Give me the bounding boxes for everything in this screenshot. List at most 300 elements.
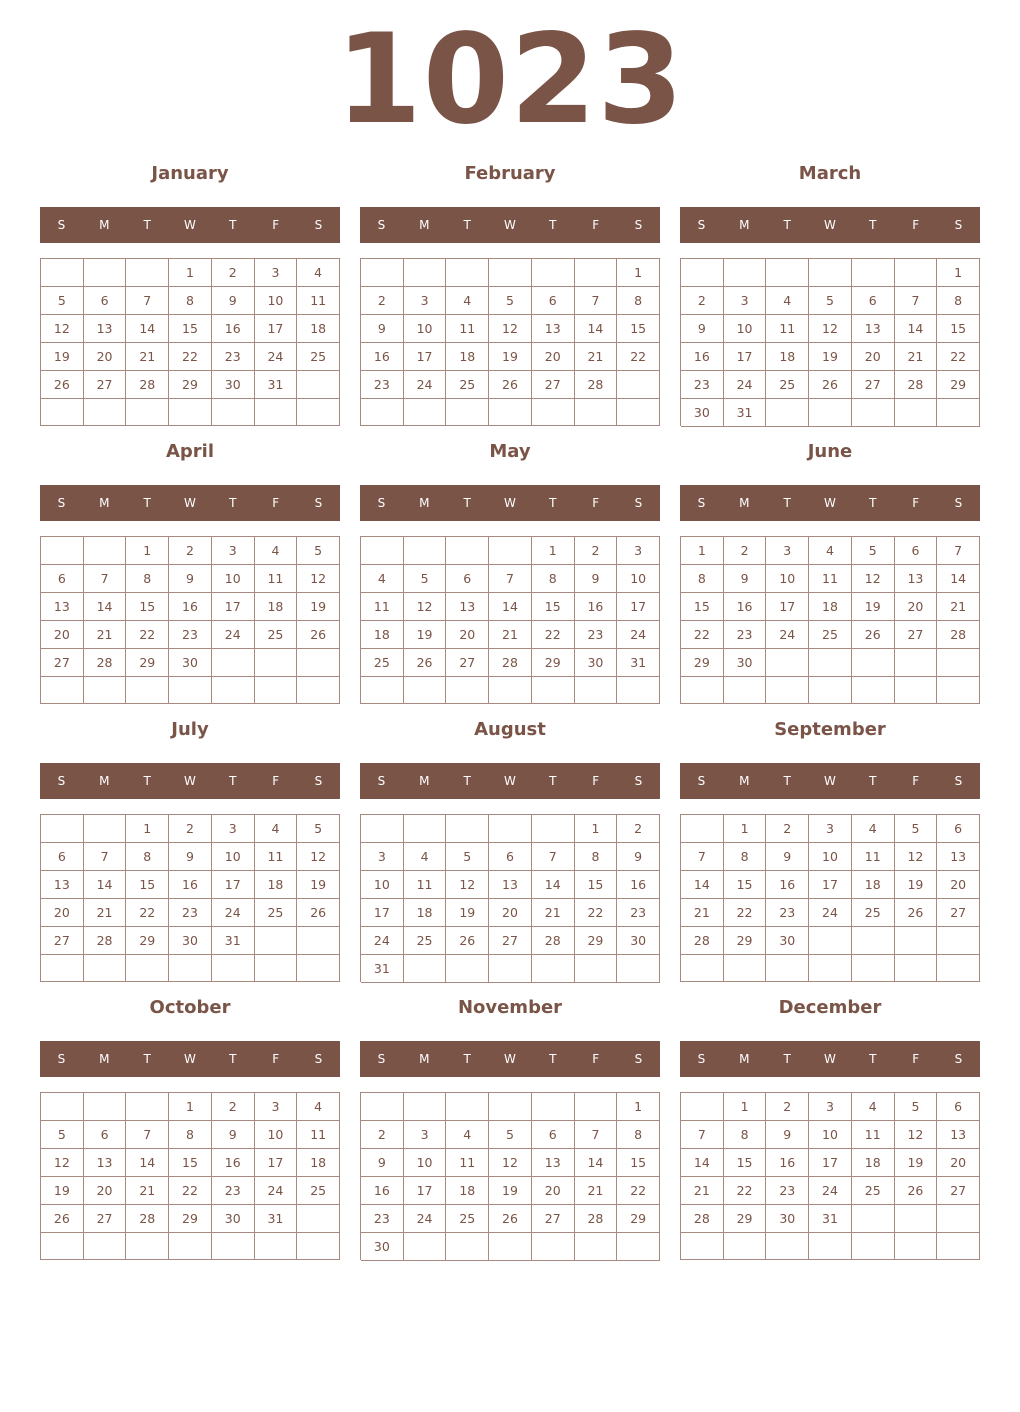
day-cell (852, 677, 895, 704)
day-cell: 8 (681, 565, 724, 593)
weekday-label: F (592, 1052, 600, 1066)
weekday-label: T (229, 1052, 237, 1066)
day-cell (724, 677, 767, 704)
day-cell: 14 (532, 871, 575, 899)
day-cell: 19 (297, 871, 340, 899)
weekday-label: F (592, 218, 600, 232)
day-cell: 24 (361, 927, 404, 955)
day-cell: 17 (212, 871, 255, 899)
day-cell: 15 (617, 1149, 660, 1177)
day-cell: 9 (617, 843, 660, 871)
day-cell: 8 (169, 1121, 212, 1149)
day-grid (40, 1092, 340, 1260)
day-cell: 19 (895, 871, 938, 899)
day-cell (532, 259, 575, 287)
day-cell (212, 649, 255, 677)
weekday-label: T (869, 496, 877, 510)
day-cell (532, 1233, 575, 1261)
day-cell: 13 (446, 593, 489, 621)
day-cell: 3 (212, 815, 255, 843)
day-cell (617, 677, 660, 704)
day-cell: 11 (852, 843, 895, 871)
day-cell: 21 (126, 343, 169, 371)
weekday-label: S (57, 774, 66, 788)
day-cell (724, 259, 767, 287)
day-cell (297, 371, 340, 399)
day-cell (575, 677, 618, 704)
day-cell (852, 955, 895, 982)
day-cell (446, 815, 489, 843)
day-cell: 24 (255, 1177, 298, 1205)
day-cell: 8 (575, 843, 618, 871)
day-cell: 22 (169, 1177, 212, 1205)
day-cell: 15 (575, 871, 618, 899)
day-cell: 28 (532, 927, 575, 955)
day-cell (126, 399, 169, 426)
day-cell: 25 (809, 621, 852, 649)
day-cell (852, 1205, 895, 1233)
day-cell: 16 (617, 871, 660, 899)
day-cell: 22 (617, 1177, 660, 1205)
day-cell: 22 (724, 1177, 767, 1205)
day-cell: 2 (361, 1121, 404, 1149)
day-cell: 25 (446, 1205, 489, 1233)
day-cell: 13 (41, 871, 84, 899)
day-cell: 22 (169, 343, 212, 371)
day-cell (937, 1233, 980, 1260)
day-grid (360, 814, 660, 982)
weekday-header (360, 763, 660, 799)
day-cell (532, 1093, 575, 1121)
day-cell: 3 (255, 259, 298, 287)
day-cell (937, 1205, 980, 1233)
weekday-label: F (912, 774, 920, 788)
day-cell (895, 677, 938, 704)
day-cell: 28 (126, 371, 169, 399)
day-cell: 5 (852, 537, 895, 565)
day-cell: 6 (895, 537, 938, 565)
day-cell: 17 (404, 343, 447, 371)
weekday-label: S (314, 218, 323, 232)
day-cell (404, 955, 447, 983)
day-cell: 1 (724, 1093, 767, 1121)
day-cell: 24 (809, 899, 852, 927)
month-name: October (149, 997, 231, 1018)
day-cell (852, 649, 895, 677)
day-cell: 19 (489, 343, 532, 371)
day-cell (895, 1205, 938, 1233)
day-cell: 4 (852, 1093, 895, 1121)
day-cell (446, 399, 489, 426)
day-cell: 27 (489, 927, 532, 955)
day-cell: 5 (41, 1121, 84, 1149)
day-cell: 4 (361, 565, 404, 593)
day-cell: 16 (361, 1177, 404, 1205)
day-cell: 16 (766, 871, 809, 899)
day-cell: 28 (681, 1205, 724, 1233)
day-cell (84, 815, 127, 843)
day-cell: 29 (724, 1205, 767, 1233)
weekday-header (680, 763, 980, 799)
day-cell (895, 1233, 938, 1260)
weekday-header (680, 207, 980, 243)
day-cell: 26 (41, 371, 84, 399)
day-cell: 15 (169, 315, 212, 343)
day-cell: 1 (617, 1093, 660, 1121)
day-cell: 7 (489, 565, 532, 593)
day-cell: 2 (724, 537, 767, 565)
day-cell: 22 (724, 899, 767, 927)
day-cell (766, 955, 809, 982)
day-cell: 20 (489, 899, 532, 927)
day-cell: 11 (297, 287, 340, 315)
day-cell: 28 (84, 927, 127, 955)
weekday-label: T (143, 774, 151, 788)
day-cell: 23 (169, 621, 212, 649)
day-cell (895, 649, 938, 677)
day-cell: 19 (41, 343, 84, 371)
month-name: May (489, 441, 531, 462)
day-cell (84, 1233, 127, 1260)
day-cell: 10 (809, 843, 852, 871)
day-cell: 10 (404, 1149, 447, 1177)
day-cell: 3 (404, 287, 447, 315)
weekday-label: T (869, 1052, 877, 1066)
day-cell: 26 (404, 649, 447, 677)
day-cell: 14 (681, 1149, 724, 1177)
day-cell: 16 (361, 343, 404, 371)
day-cell: 9 (169, 843, 212, 871)
day-cell (766, 677, 809, 704)
day-cell: 2 (212, 1093, 255, 1121)
day-cell: 4 (852, 815, 895, 843)
day-cell (575, 259, 618, 287)
day-cell: 2 (681, 287, 724, 315)
month-name: January (151, 163, 229, 184)
day-cell: 12 (895, 1121, 938, 1149)
day-cell (361, 399, 404, 426)
day-cell: 18 (852, 871, 895, 899)
day-cell (852, 1233, 895, 1260)
day-cell (84, 1093, 127, 1121)
day-cell: 20 (84, 343, 127, 371)
day-cell (446, 955, 489, 983)
day-cell: 16 (575, 593, 618, 621)
day-cell (681, 815, 724, 843)
day-cell: 18 (297, 1149, 340, 1177)
weekday-label: S (57, 496, 66, 510)
day-grid (360, 536, 660, 704)
day-cell: 6 (41, 843, 84, 871)
day-cell (126, 1233, 169, 1260)
day-cell: 21 (681, 1177, 724, 1205)
day-cell: 23 (766, 899, 809, 927)
weekday-header (40, 1041, 340, 1077)
day-cell: 9 (212, 1121, 255, 1149)
day-cell: 23 (617, 899, 660, 927)
weekday-label: F (272, 774, 280, 788)
day-cell: 31 (255, 371, 298, 399)
day-cell (84, 399, 127, 426)
weekday-header (40, 763, 340, 799)
day-cell (41, 399, 84, 426)
day-cell: 22 (937, 343, 980, 371)
day-cell: 14 (84, 871, 127, 899)
day-cell: 13 (895, 565, 938, 593)
day-cell: 26 (895, 899, 938, 927)
day-cell: 14 (126, 1149, 169, 1177)
day-cell: 8 (532, 565, 575, 593)
day-cell: 6 (489, 843, 532, 871)
day-cell (255, 399, 298, 426)
day-cell (361, 1093, 404, 1121)
day-cell: 24 (212, 899, 255, 927)
day-cell: 3 (809, 815, 852, 843)
day-cell: 25 (852, 899, 895, 927)
day-cell: 13 (532, 315, 575, 343)
day-cell: 4 (809, 537, 852, 565)
day-cell: 29 (532, 649, 575, 677)
day-cell (255, 649, 298, 677)
day-cell: 20 (446, 621, 489, 649)
day-cell: 22 (617, 343, 660, 371)
day-cell (895, 399, 938, 427)
day-cell: 10 (212, 565, 255, 593)
weekday-label: W (184, 774, 196, 788)
day-cell (446, 677, 489, 704)
day-cell: 4 (297, 259, 340, 287)
day-cell: 19 (852, 593, 895, 621)
day-cell (617, 1233, 660, 1261)
day-cell (937, 649, 980, 677)
day-cell: 10 (766, 565, 809, 593)
weekday-label: T (783, 1052, 791, 1066)
day-cell: 6 (852, 287, 895, 315)
weekday-label: T (143, 218, 151, 232)
weekday-label: T (143, 496, 151, 510)
day-cell (617, 955, 660, 983)
day-cell (681, 1233, 724, 1260)
day-cell: 23 (361, 371, 404, 399)
day-cell: 4 (446, 287, 489, 315)
day-cell: 18 (404, 899, 447, 927)
month-name: March (798, 163, 862, 184)
weekday-label: M (99, 496, 110, 510)
day-cell (617, 399, 660, 426)
day-cell (766, 649, 809, 677)
day-cell: 19 (895, 1149, 938, 1177)
weekday-label: M (99, 218, 110, 232)
day-cell: 26 (446, 927, 489, 955)
day-cell: 19 (809, 343, 852, 371)
day-cell: 30 (212, 371, 255, 399)
day-cell: 29 (169, 371, 212, 399)
day-cell: 5 (895, 815, 938, 843)
day-cell: 20 (41, 621, 84, 649)
day-cell (404, 399, 447, 426)
day-cell: 12 (489, 1149, 532, 1177)
year-title: 1023 (335, 8, 685, 152)
day-cell (361, 537, 404, 565)
day-cell (404, 259, 447, 287)
weekday-label: T (869, 774, 877, 788)
day-cell (84, 955, 127, 982)
day-cell: 5 (895, 1093, 938, 1121)
day-cell: 9 (212, 287, 255, 315)
day-cell: 3 (361, 843, 404, 871)
day-cell: 11 (255, 843, 298, 871)
day-cell: 25 (446, 371, 489, 399)
day-cell: 7 (126, 1121, 169, 1149)
day-cell: 6 (84, 287, 127, 315)
day-cell: 16 (169, 871, 212, 899)
day-cell: 1 (169, 1093, 212, 1121)
day-cell: 23 (681, 371, 724, 399)
weekday-label: S (697, 496, 706, 510)
weekday-label: M (739, 774, 750, 788)
day-cell (489, 259, 532, 287)
day-cell: 10 (617, 565, 660, 593)
day-cell: 26 (489, 1205, 532, 1233)
day-cell: 12 (297, 565, 340, 593)
weekday-label: S (954, 1052, 963, 1066)
day-cell: 29 (575, 927, 618, 955)
day-cell: 30 (681, 399, 724, 427)
day-cell (255, 955, 298, 982)
weekday-label: S (57, 218, 66, 232)
day-cell (446, 1093, 489, 1121)
day-cell (361, 259, 404, 287)
day-cell: 28 (126, 1205, 169, 1233)
day-cell: 16 (169, 593, 212, 621)
day-cell (809, 259, 852, 287)
day-cell: 4 (404, 843, 447, 871)
day-cell (766, 259, 809, 287)
month-name: February (464, 163, 556, 184)
day-cell: 24 (255, 343, 298, 371)
day-cell (852, 399, 895, 427)
weekday-label: S (314, 1052, 323, 1066)
day-cell (297, 399, 340, 426)
day-cell: 18 (446, 1177, 489, 1205)
day-cell: 4 (255, 537, 298, 565)
weekday-label: T (229, 496, 237, 510)
day-cell: 9 (575, 565, 618, 593)
day-cell: 24 (724, 371, 767, 399)
day-cell (895, 955, 938, 982)
weekday-label: F (272, 1052, 280, 1066)
day-cell: 15 (724, 1149, 767, 1177)
day-cell: 18 (446, 343, 489, 371)
day-cell: 1 (169, 259, 212, 287)
weekday-label: T (783, 218, 791, 232)
day-cell: 17 (404, 1177, 447, 1205)
day-cell: 26 (297, 899, 340, 927)
day-cell: 5 (297, 537, 340, 565)
day-cell: 24 (404, 371, 447, 399)
day-cell: 29 (126, 649, 169, 677)
day-cell (41, 815, 84, 843)
day-cell: 30 (575, 649, 618, 677)
day-cell: 27 (937, 1177, 980, 1205)
day-cell: 2 (617, 815, 660, 843)
day-cell: 25 (361, 649, 404, 677)
weekday-label: T (549, 496, 557, 510)
day-cell: 26 (41, 1205, 84, 1233)
day-cell (255, 677, 298, 704)
day-cell: 8 (724, 843, 767, 871)
day-cell: 5 (446, 843, 489, 871)
day-cell (41, 259, 84, 287)
weekday-label: W (184, 1052, 196, 1066)
day-cell: 15 (617, 315, 660, 343)
day-cell: 11 (361, 593, 404, 621)
day-cell: 14 (84, 593, 127, 621)
day-cell: 7 (681, 1121, 724, 1149)
weekday-label: S (377, 218, 386, 232)
day-cell: 25 (766, 371, 809, 399)
day-cell: 25 (404, 927, 447, 955)
weekday-label: F (592, 774, 600, 788)
day-cell (126, 259, 169, 287)
day-cell: 16 (724, 593, 767, 621)
weekday-label: F (912, 218, 920, 232)
day-cell (724, 1233, 767, 1260)
day-cell: 31 (255, 1205, 298, 1233)
day-cell: 11 (446, 315, 489, 343)
day-cell (361, 815, 404, 843)
day-cell: 18 (852, 1149, 895, 1177)
day-cell: 21 (575, 343, 618, 371)
day-cell: 9 (681, 315, 724, 343)
day-cell: 14 (937, 565, 980, 593)
day-cell: 27 (937, 899, 980, 927)
day-cell: 15 (532, 593, 575, 621)
day-cell: 21 (681, 899, 724, 927)
weekday-label: F (592, 496, 600, 510)
day-cell: 10 (724, 315, 767, 343)
day-cell: 10 (255, 287, 298, 315)
day-cell (446, 537, 489, 565)
day-cell: 20 (852, 343, 895, 371)
day-cell: 29 (724, 927, 767, 955)
day-cell: 17 (766, 593, 809, 621)
day-cell (489, 399, 532, 426)
weekday-header (360, 1041, 660, 1077)
day-cell (575, 399, 618, 426)
day-cell: 20 (895, 593, 938, 621)
day-cell: 21 (489, 621, 532, 649)
day-cell (297, 927, 340, 955)
day-cell (809, 1233, 852, 1260)
day-cell (489, 955, 532, 983)
weekday-label: T (229, 774, 237, 788)
day-grid (360, 258, 660, 426)
day-cell: 27 (532, 371, 575, 399)
day-cell: 7 (575, 1121, 618, 1149)
day-cell (84, 677, 127, 704)
day-cell: 12 (852, 565, 895, 593)
weekday-label: S (634, 774, 643, 788)
day-cell: 31 (809, 1205, 852, 1233)
day-cell (681, 259, 724, 287)
day-cell (575, 1093, 618, 1121)
day-cell (126, 1093, 169, 1121)
day-cell: 5 (489, 287, 532, 315)
day-cell (681, 955, 724, 982)
day-cell (404, 1233, 447, 1261)
day-cell: 31 (212, 927, 255, 955)
